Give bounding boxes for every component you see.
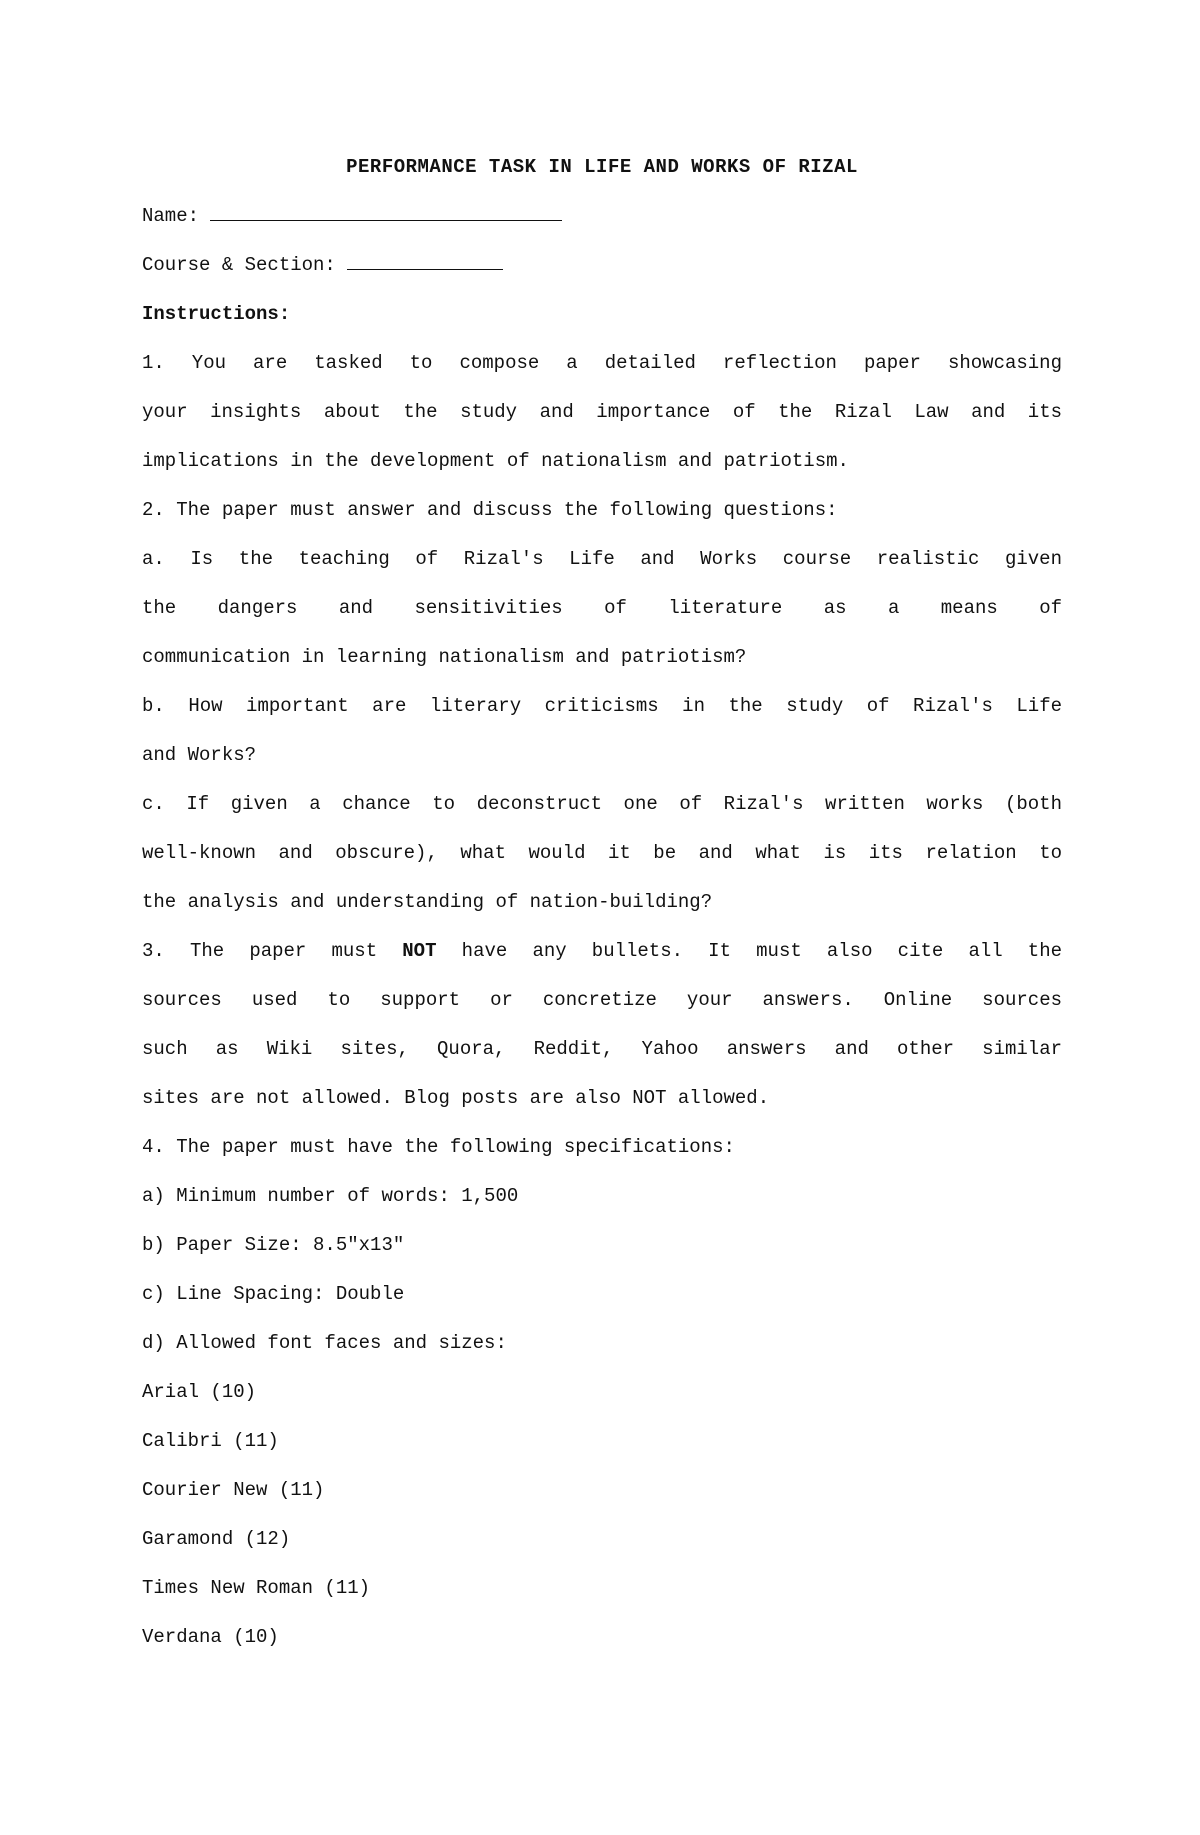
question-c-line3: the analysis and understanding of nation-building? xyxy=(142,891,713,913)
item1-line3: implications in the development of nationalism and patriotism. xyxy=(142,450,849,472)
name-blank-line xyxy=(210,200,562,221)
section-label: Course & Section: xyxy=(142,254,336,276)
question-a-line1: a. Is the teaching of Rizal's Life and Works course realistic given xyxy=(142,548,1062,570)
question-c-line1: c. If given a chance to deconstruct one of Rizal's written works (both xyxy=(142,793,1062,815)
question-a-line2: the dangers and sensitivities of literature as a means of xyxy=(142,597,1062,619)
question-a-line3: communication in learning nationalism and patriotism? xyxy=(142,646,747,668)
item4-line1: 4. The paper must have the following specifications: xyxy=(142,1136,735,1158)
font-list-item: Times New Roman (11) xyxy=(142,1577,371,1599)
question-b-line2: and Works? xyxy=(142,744,257,766)
item3-line1-before: 3. The paper must xyxy=(142,940,378,962)
spec-item: d) Allowed font faces and sizes: xyxy=(142,1332,507,1354)
item1-line2: your insights about the study and importance of the Rizal Law and its xyxy=(142,401,1062,423)
item3-line2: sources used to support or concretize your answers. Online sources xyxy=(142,989,1062,1011)
item3-line4: sites are not allowed. Blog posts are also NOT allowed. xyxy=(142,1087,770,1109)
spec-item: c) Line Spacing: Double xyxy=(142,1283,405,1305)
instructions-heading: Instructions: xyxy=(142,303,291,325)
item3-line1-after: have any bullets. It must also cite all the xyxy=(461,940,1063,962)
question-c-line2: well-known and obscure), what would it be and what is its relation to xyxy=(142,842,1062,864)
section-field-row xyxy=(142,241,1062,290)
spec-item: a) Minimum number of words: 1,500 xyxy=(142,1185,519,1207)
name-field-row xyxy=(142,192,1062,241)
font-list-item: Arial (10) xyxy=(142,1381,257,1403)
name-label: Name: xyxy=(142,205,200,227)
question-b-line1: b. How important are literary criticisms in the study of Rizal's Life xyxy=(142,695,1062,717)
font-list-item: Courier New (11) xyxy=(142,1479,325,1501)
item3-line3: such as Wiki sites, Quora, Reddit, Yahoo answers and other similar xyxy=(142,1038,1062,1060)
item3-not-emphasis: NOT xyxy=(402,940,437,962)
font-list-item: Verdana (10) xyxy=(142,1626,279,1648)
font-list-item: Calibri (11) xyxy=(142,1430,279,1452)
spec-item: b) Paper Size: 8.5"x13" xyxy=(142,1234,405,1256)
section-blank-line xyxy=(347,249,503,270)
font-list-item: Garamond (12) xyxy=(142,1528,291,1550)
item2-line1: 2. The paper must answer and discuss the following questions: xyxy=(142,499,838,521)
item3-line1 xyxy=(142,927,1062,976)
item1-line1: 1. You are tasked to compose a detailed reflection paper showcasing xyxy=(142,352,1062,374)
document-title: PERFORMANCE TASK IN LIFE AND WORKS OF RIZAL xyxy=(346,156,858,178)
document-page xyxy=(142,143,1062,1662)
